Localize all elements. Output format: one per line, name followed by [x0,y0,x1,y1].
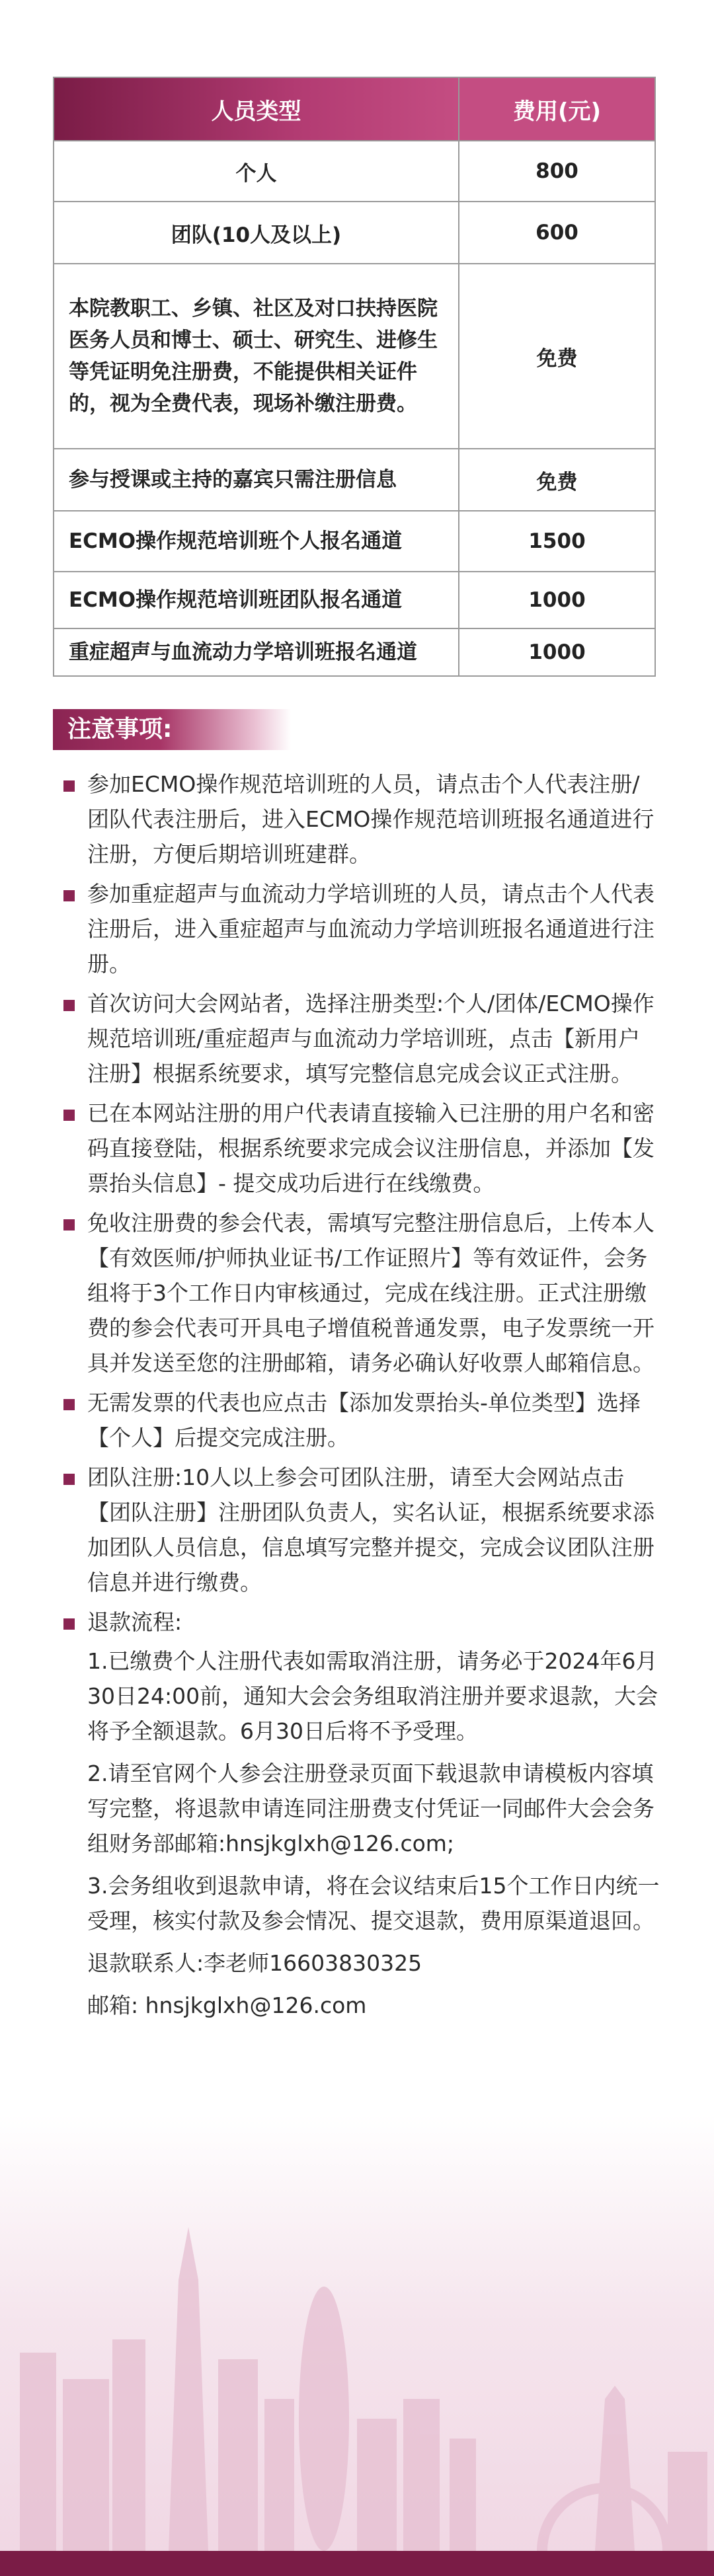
list-item [60,1460,661,1600]
row-fee: 800 [459,141,655,202]
square-bullet-icon [63,1474,75,1485]
note-text: 参加重症超声与血流动力学培训班的人员，请点击个人代表注册后，进入重症超声与血流动力学培训班报名通道进行注册。 [87,881,654,977]
row-fee: 1000 [459,628,655,676]
header-fee: 费用(元) [459,77,655,141]
refund-step: 3.会务组收到退款申请，将在会议结束后15个工作日内统一受理，核实付款及参会情况、提交退款，费用原渠道退回。 [87,1873,660,1934]
table-row [54,264,655,449]
note-text: 免收注册费的参会代表，需填写完整注册信息后，上传本人【有效医师/护师执业证书/工作证照片】等有效证件，会务组将于3个工作日内审核通过，完成在线注册。正式注册缴费的参会代表可开具电子增值税普通发票，电子发票统一开具并发送至您的注册邮箱，请务必确认好收票人邮箱信息。 [87,1210,654,1376]
row-fee: 免费 [459,264,655,449]
row-type: 个人 [54,141,459,202]
list-item [60,1385,661,1455]
notice-list [60,767,661,2030]
square-bullet-icon [63,890,75,901]
row-fee: 600 [459,202,655,264]
table-header-row [54,77,655,141]
square-bullet-icon [63,1110,75,1121]
footer-bar [0,2551,714,2576]
table-row [54,202,655,264]
row-fee: 1500 [459,511,655,572]
row-type: ECMO操作规范培训班个人报名通道 [54,511,459,572]
refund-email: 邮箱: hnsjkglxh@126.com [87,1992,367,2018]
table-row [54,572,655,628]
square-bullet-icon [63,1000,75,1011]
list-item [60,1096,661,1201]
header-person-type: 人员类型 [54,77,459,141]
row-type: ECMO操作规范培训班团队报名通道 [54,572,459,628]
table-row [54,628,655,676]
refund-step: 1.已缴费个人注册代表如需取消注册，请务必于2024年6月30日24:00前，通知大会会务组取消注册并要求退款，大会将予全额退款。6月30日后将不予受理。 [87,1648,658,1744]
list-item [60,876,661,981]
note-text: 团队注册:10人以上参会可团队注册，请至大会网站点击【团队注册】注册团队负责人，实名认证，根据系统要求添加团队人员信息，信息填写完整并提交，完成会议团队注册信息并进行缴费。 [87,1464,654,1595]
table-row [54,141,655,202]
row-type: 参与授课或主持的嘉宾只需注册信息 [54,449,459,511]
row-type: 团队(10人及以上) [54,202,459,264]
note-text: 无需发票的代表也应点击【添加发票抬头-单位类型】选择【个人】后提交完成注册。 [87,1390,641,1451]
table-row [54,449,655,511]
list-item [60,767,661,872]
city-skyline-illustration [0,2201,714,2551]
refund-contact: 退款联系人:李老师16603830325 [87,1950,422,1976]
note-text: 已在本网站注册的用户代表请直接输入已注册的用户名和密码直接登陆，根据系统要求完成会议注册信息，并添加【发票抬头信息】- 提交成功后进行在线缴费。 [87,1100,654,1196]
fee-table [53,77,656,677]
refund-title: 退款流程: [87,1609,182,1635]
list-item [60,986,661,1091]
refund-section [60,1605,661,2023]
row-type: 重症超声与血流动力学培训班报名通道 [54,628,459,676]
notice-title: 注意事项: [53,709,291,750]
note-text: 首次访问大会网站者，选择注册类型:个人/团体/ECMO操作规范培训班/重症超声与血流动力学培训班，点击【新用户注册】根据系统要求，填写完整信息完成会议正式注册。 [87,991,654,1086]
square-bullet-icon [63,1399,75,1410]
square-bullet-icon [63,1618,75,1630]
note-text: 参加ECMO操作规范培训班的人员，请点击个人代表注册/团队代表注册后，进入ECMO操作规范培训班报名通道进行注册，方便后期培训班建群。 [87,771,654,867]
refund-step: 2.请至官网个人参会注册登录页面下载退款申请模板内容填写完整，将退款申请连同注册费支付凭证一同邮件大会会务组财务部邮箱:hnsjkglxh@126.com; [87,1761,654,1856]
row-type: 本院教职工、乡镇、社区及对口扶持医院医务人员和博士、硕士、研究生、进修生等凭证明免注册费，不能提供相关证件的，视为全费代表，现场补缴注册费。 [54,264,459,449]
square-bullet-icon [63,1219,75,1231]
square-bullet-icon [63,780,75,792]
row-fee: 1000 [459,572,655,628]
row-fee: 免费 [459,449,655,511]
list-item [60,1205,661,1381]
table-row [54,511,655,572]
